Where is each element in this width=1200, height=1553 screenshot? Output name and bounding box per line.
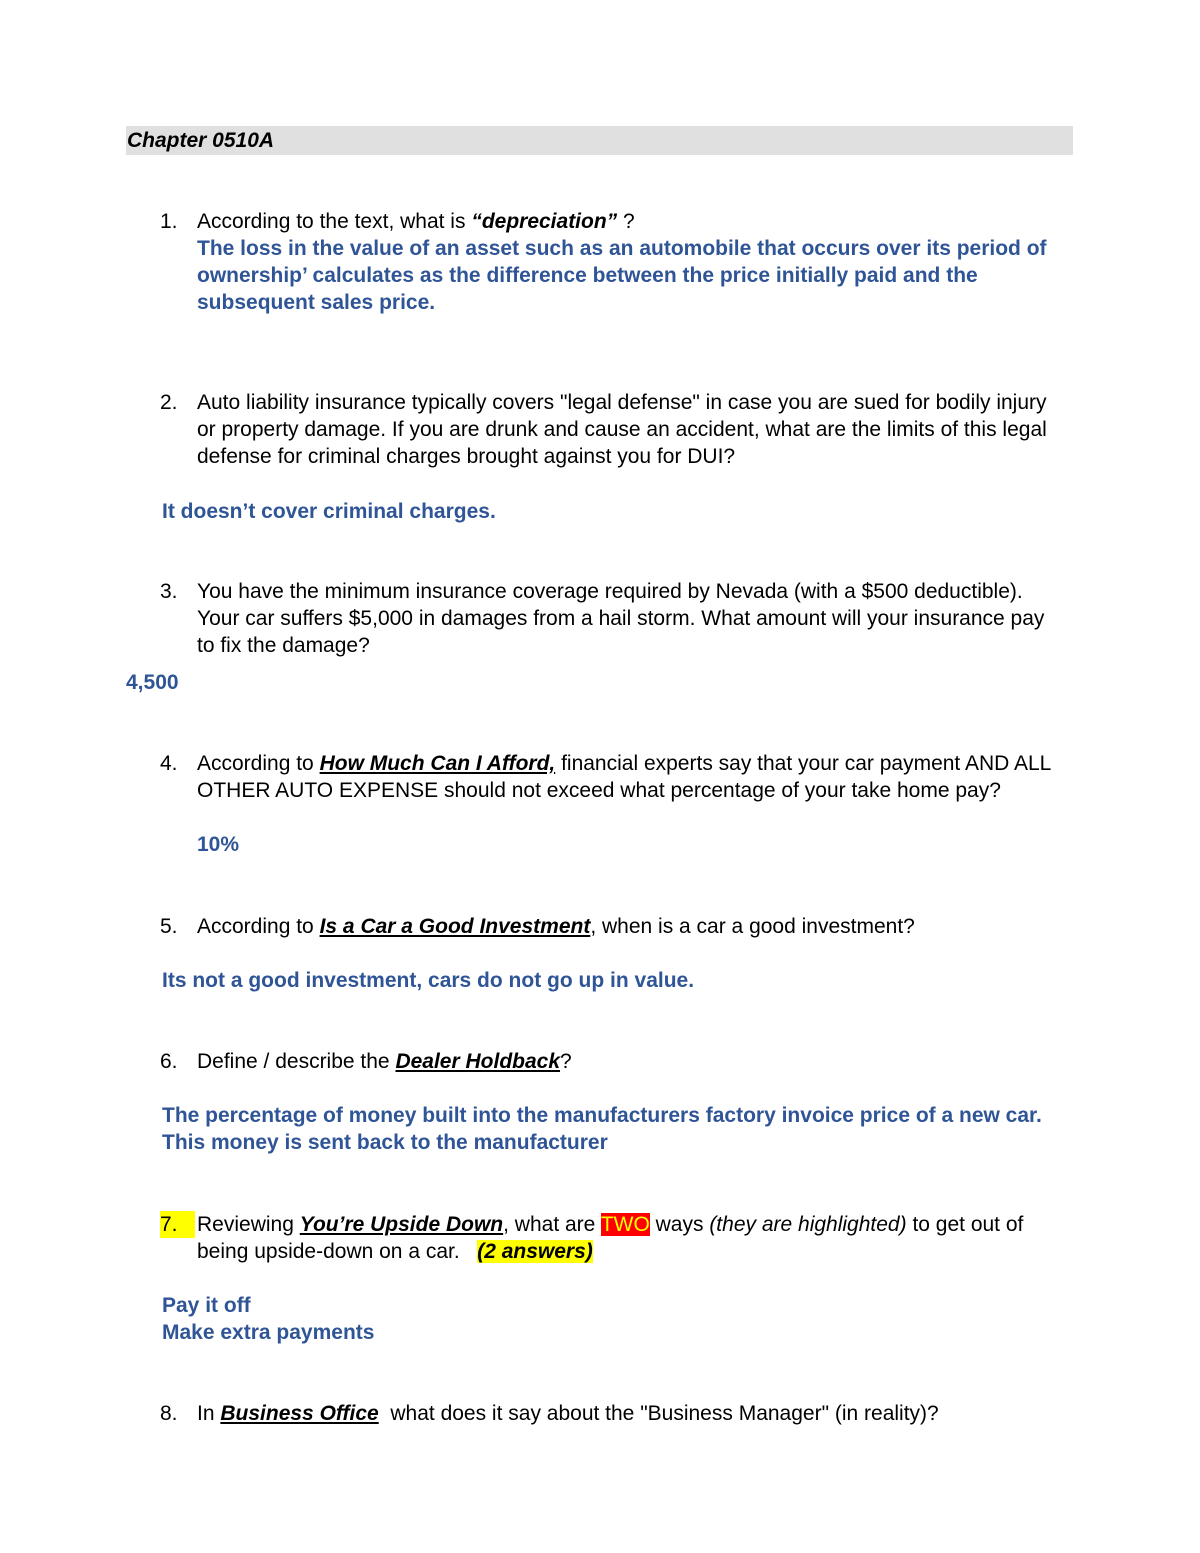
reference-is-a-car-a-good-investment: Is a Car a Good Investment [319,915,591,938]
question-text-post: what does it say about the "Business Manager" (in reality)? [378,1402,939,1425]
question-text-mid: ways [649,1213,710,1236]
answer-3: 4,500 [126,671,179,694]
term-depreciation: “depreciation” [471,210,618,233]
reference-dealer-holdback: Dealer Holdback [395,1050,561,1073]
hint-text: (they are highlighted) [709,1213,907,1236]
question-number: 5. [160,915,178,938]
question-text: You have the minimum insurance coverage required by Nevada (with a $500 deductible). Your car suffers $5,000 in damages from a hail storm. What amount will your insurance pay to fix the damage? [197,580,1045,657]
question-text-post: to get out of being upside-down on a car. [197,1213,1030,1263]
question-text [197,208,1077,235]
question-text-mid: , what are [503,1213,601,1236]
reference-youre-upside-down: You’re Upside Down [299,1213,504,1236]
document-heading: Chapter 0510A [127,129,275,152]
answer-7a: Pay it off [162,1294,251,1317]
question-number: 1. [160,210,178,233]
question-text-pre: Define / describe the [197,1050,396,1073]
answer-4: 10% [197,833,240,856]
question-text [197,1211,1067,1265]
question-number: 8. [160,1402,178,1425]
question-text [197,1400,1077,1427]
answer-7b: Make extra payments [162,1321,375,1344]
answer-1: The loss in the value of an asset such as an automobile that occurs over its period of ownership’ calculates as the difference between the price initially paid and the subsequent sales price. [197,237,1047,314]
question-text [197,1048,1077,1075]
reference-how-much-can-i-afford: How Much Can I Afford, [319,752,556,775]
question-number: 6. [160,1050,178,1073]
question-text-pre: In [197,1402,221,1425]
question-text-pre: Reviewing [197,1213,300,1236]
question-text [197,750,1067,804]
question-text-post: ? [560,1050,572,1073]
question-number: 2. [160,391,178,414]
answer-6: The percentage of money built into the manufacturers factory invoice price of a new car. This money is sent back to the manufacturer [162,1104,1042,1154]
answer-count-highlight: (2 answers) [477,1240,593,1263]
reference-business-office: Business Office [220,1402,379,1425]
question-number: 3. [160,580,178,603]
question-text-post: , when is a car a good investment? [590,915,915,938]
question-text: Auto liability insurance typically covers "legal defense" in case you are sued for bodily injury or property damage. If you are drunk and cause an accident, what are the limits of this legal defense for criminal charges brought against you for DUI? [197,391,1047,468]
answer-5: Its not a good investment, cars do not go up in value. [162,969,695,992]
question-text-pre: According to the text, what is [197,210,472,233]
question-text [197,913,1077,940]
highlight-two: TWO [600,1213,650,1236]
question-text-post: financial experts say that your car payment AND ALL OTHER AUTO EXPENSE should not exceed what percentage of your take home pay? [197,752,1051,802]
answer-2: It doesn’t cover criminal charges. [162,500,496,523]
question-number-highlighted: 7. [160,1211,195,1238]
question-text-pre: According to [197,915,320,938]
question-text-pre: According to [197,752,320,775]
question-text-post: ? [617,210,635,233]
question-number: 4. [160,752,178,775]
